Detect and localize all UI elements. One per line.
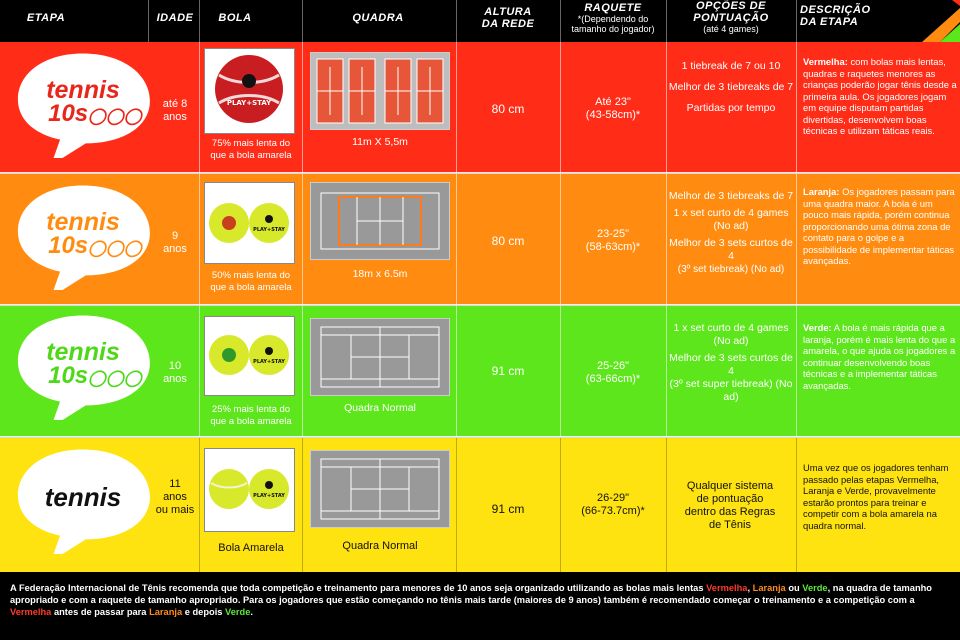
ball-image [204, 316, 295, 396]
stage-row-green [0, 306, 960, 437]
score-option: (3º set super tiebreak) (No ad) [669, 378, 793, 403]
score-option: Melhor de 3 sets curtos de 4 [669, 352, 793, 377]
header-descricao-line2: DA ETAPA [800, 16, 859, 28]
age-line3: ou mais [155, 504, 195, 516]
racket-size [562, 360, 664, 386]
stage-row-orange [0, 174, 960, 305]
logo-tennis-text: tennis [46, 208, 120, 236]
desc-text: A bola é mais rápida que a laranja, porém é mais lenta do que a amarela, o que ajuda os jogadores a continuar desenvolvendo boas técnicas e a implementar táticas avançadas. [803, 322, 956, 391]
scoring-options [668, 322, 794, 412]
racket-size-line2: (43-58cm)* [585, 109, 641, 121]
court-caption: 11m X 5,5m [352, 136, 408, 148]
ball-brand-text: PLAY+STAY [226, 99, 272, 107]
court-caption: Quadra Normal [342, 540, 418, 552]
footer-orange-word: Laranja [752, 583, 786, 593]
footer-orange-word: Laranja [149, 607, 183, 617]
scoring-options [668, 190, 794, 284]
stage-row-red [0, 42, 960, 173]
footer-text: antes de passar para [53, 607, 147, 617]
desc-lead: Verde: [803, 322, 832, 333]
racket-size [562, 96, 664, 122]
logo-10s-text: 10s [48, 232, 89, 259]
header-opcoes-line1: OPÇÕES DE [696, 0, 766, 12]
ball-image [204, 182, 295, 264]
score-option: Melhor de 3 sets curtos de 4 [669, 237, 793, 262]
racket-size-line1: 26-29" [596, 492, 630, 504]
footer-text: e depois [184, 607, 223, 617]
logo-10s-text: 10s [48, 362, 89, 389]
ball-rings-icon: ◯◯◯ [88, 370, 142, 387]
age-cell [152, 98, 198, 124]
court-caption: 18m x 6.5m [352, 268, 408, 280]
yellow-balls-icon [205, 449, 294, 531]
stage-description [803, 186, 960, 267]
footer-note [0, 572, 960, 640]
age-line1: 10 [168, 360, 182, 372]
logo-tennis-text: tennis [46, 338, 120, 366]
logo-tennis-text: tennis [44, 482, 122, 512]
logo-10s [20, 362, 170, 390]
footer-red-word: Vermelha [10, 607, 52, 617]
racket-size [562, 492, 664, 518]
footer-text: na quadra de tamanho apropriado e com a raquete de tamanho apropriado. Para os jogadores que estão começando no tênis mais tarde (maiores de 9 anos) também é recomendado começar [10, 583, 932, 605]
racket-size-line1: Até 23" [595, 96, 631, 108]
score-option: Melhor de 3 tiebreaks de 7 [668, 190, 794, 202]
score-option: 1 x set curto de 4 games (No ad) [673, 322, 789, 347]
ball-caption-line2: que a bola amarela [210, 282, 292, 293]
footer-text: A Federação Internacional de Tênis recomenda que toda competição e treinamento para menores de 10 anos seja organizado utilizando as bolas mais lentas [10, 583, 704, 593]
logo-tennis-text: tennis [46, 76, 120, 104]
header-descricao [800, 4, 900, 46]
court-image-yellow [310, 450, 450, 528]
age-line2: anos [163, 111, 187, 123]
full-court-icon [311, 319, 449, 395]
ball-brand-text: PLAY+STAY [253, 227, 285, 233]
score-option: Partidas por tempo [686, 102, 776, 114]
ball-brand-text: PLAY+STAY [253, 359, 285, 365]
header-raquete-sub2: tamanho do jogador) [571, 24, 655, 34]
header-raquete-sub1: *(Dependendo do [577, 14, 649, 24]
desc-lead: Laranja: [803, 186, 840, 197]
age-cell [152, 230, 198, 256]
court-image-orange [310, 182, 450, 260]
stage-description [803, 56, 960, 137]
logo-10s [20, 232, 170, 260]
court-image-red [310, 52, 450, 130]
ball-caption-line2: que a bola amarela [210, 416, 292, 427]
racket-size [562, 228, 664, 254]
scoring-options [668, 60, 794, 123]
score-option: (3º set tiebreak) (No ad) [677, 264, 785, 275]
net-height: 91 cm [491, 364, 525, 378]
footer-green-word: Verde [802, 583, 828, 593]
logo-10s [20, 100, 170, 128]
ball-image [204, 448, 295, 532]
header-raquete [561, 2, 665, 44]
header-idade-label: IDADE [156, 12, 194, 24]
footer-or: ou [788, 583, 800, 593]
header-opcoes [667, 0, 795, 42]
court-caption: Quadra Normal [344, 402, 416, 414]
ball-caption [199, 270, 303, 294]
ball-caption-line1: Bola Amarela [218, 542, 284, 554]
ball-caption [199, 404, 303, 428]
footer-comma: , [747, 583, 751, 593]
header-altura-line2: DA REDE [481, 18, 535, 30]
orange-court-icon [311, 183, 449, 259]
score-option: Qualquer sistema de pontuação dentro das Regras de Tênis [684, 480, 776, 531]
orange-dot-balls-icon [205, 183, 294, 263]
desc-text: Uma vez que os jogadores tenham passado pelas etapas Vermelha, Laranja e Verde, provavelmente estarão prontos para treinar e competir com a bola amarela na quadra normal. [803, 462, 949, 531]
racket-size-line1: 25-26" [596, 360, 630, 372]
header-etapa-label: ETAPA [26, 12, 66, 24]
age-line2: anos [163, 243, 187, 255]
racket-size-line1: 23-25" [596, 228, 630, 240]
footer-red-word: Vermelha [706, 583, 748, 593]
header-bola-label: BOLA [218, 12, 252, 24]
stage-description [803, 462, 960, 531]
full-court-icon [311, 451, 449, 527]
age-line2: anos [163, 491, 187, 503]
age-line2: anos [163, 373, 187, 385]
racket-size-line2: (66-73.7cm)* [581, 505, 645, 517]
ball-caption-line1: 25% mais lenta do [211, 404, 291, 415]
ball-rings-icon: ◯◯◯ [88, 240, 142, 257]
desc-lead: Vermelha: [803, 56, 848, 67]
court-image-green [310, 318, 450, 396]
age-cell [152, 478, 198, 517]
score-option: 1 x set curto de 4 games (No ad) [673, 207, 789, 232]
footer-green-word: Verde [225, 607, 251, 617]
mini-courts-icon [311, 53, 449, 129]
stage-row-yellow [0, 438, 960, 572]
table-header [0, 0, 960, 42]
age-line1: 9 [171, 230, 179, 242]
desc-text: Os jogadores passam para uma quadra maior. A bola é um pouco mais rápida, porém continua proporcionando uma ótima zona de contato para o golpe e a possibilidade de implementar táticas avançadas. [803, 186, 955, 266]
ball-rings-icon: ◯◯◯ [88, 108, 142, 125]
score-option: Melhor de 3 tiebreaks de 7 [668, 81, 794, 93]
footer-comma: , [827, 583, 831, 593]
net-height: 80 cm [491, 234, 525, 248]
ball-image [204, 48, 295, 134]
header-altura-line1: ALTURA [484, 6, 532, 18]
green-dot-balls-icon [205, 317, 294, 395]
score-option: 1 tiebreak de 7 ou 10 [681, 60, 781, 72]
header-quadra-label: QUADRA [352, 12, 404, 24]
ball-caption-line1: 50% mais lenta do [211, 270, 291, 281]
header-descricao-line1: DESCRIÇÃO [800, 4, 871, 16]
header-opcoes-line2: PONTUAÇÃO [693, 12, 769, 24]
logo-10s-text: 10s [48, 100, 89, 127]
age-cell [152, 360, 198, 386]
red-ball-icon [205, 49, 294, 133]
stage-description [803, 322, 960, 391]
ball-brand-text: PLAY+STAY [253, 493, 285, 499]
age-line1: até 8 [162, 98, 188, 110]
desc-text: com bolas mais lentas, quadras e raquetes menores as crianças poderão jogar tênis desde a primeira aula. Os jogadores jogam em equipe disputam partidas divertidas, desenvolvem boas técnicas e utilizam táticas reais. [803, 56, 957, 136]
racket-size-line2: (63-66cm)* [585, 373, 641, 385]
net-height: 91 cm [491, 502, 525, 516]
racket-size-line2: (58-63cm)* [585, 241, 641, 253]
ball-caption [199, 138, 303, 162]
ball-caption-line2: que a bola amarela [210, 150, 292, 161]
scoring-options [680, 480, 780, 540]
header-raquete-label: RAQUETE [584, 2, 642, 14]
corner-stripe-icon [900, 0, 960, 42]
header-opcoes-sub: (até 4 games) [703, 24, 759, 34]
ball-caption-line1: 75% mais lenta do [211, 138, 291, 149]
footer-dot: . [250, 607, 253, 617]
net-height: 80 cm [491, 102, 525, 116]
age-line1: 11 [169, 478, 181, 490]
footer-text: o treinamento e a competição com a [753, 595, 915, 605]
